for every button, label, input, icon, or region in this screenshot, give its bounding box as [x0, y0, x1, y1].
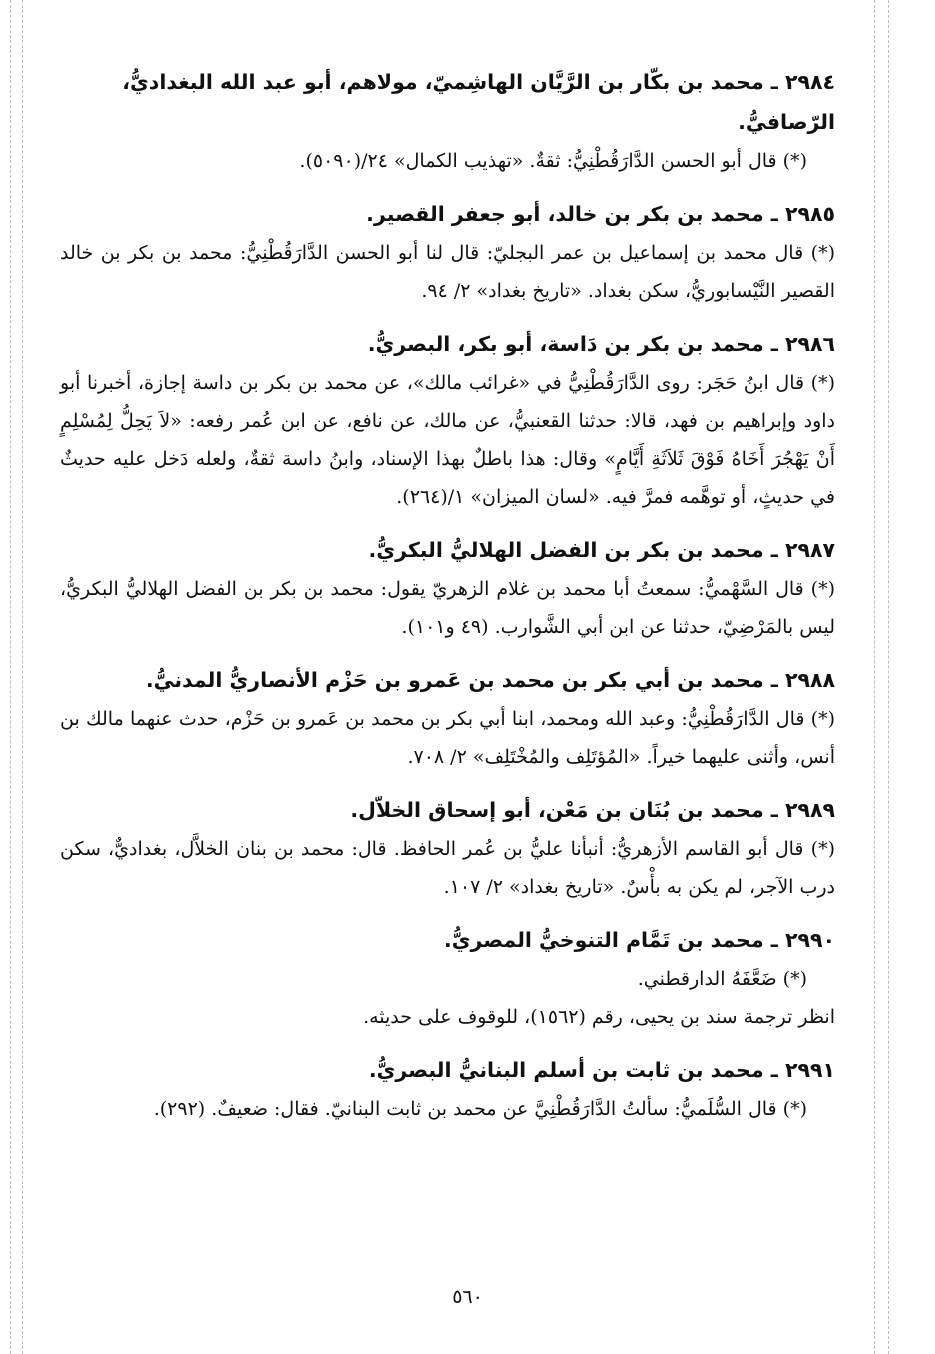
entry-text: (*) ضَعَّفَهُ الدارقطني.: [637, 968, 807, 990]
scan-margin-line: [22, 0, 23, 1354]
entry-text: (*) قال الدَّارَقُطْنِيُّ: وعبد الله ومحمد، ابنا أبي بكر بن محمد بن عَمرو بن حَزْم، حدث عنهما مالك بن أنس، وأثنى عليهما خيراً. «المُؤتَلِف والمُخْتَلِف» ٢/ ٧٠٨.: [60, 708, 835, 768]
entry-heading: ٢٩٨٧ ـ محمد بن بكر بن الفضل الهلاليُّ البكريُّ.: [368, 538, 835, 562]
entry-2984: [60, 62, 835, 180]
scan-margin-line: [888, 0, 889, 1354]
page-content: [60, 62, 835, 1142]
entry-2989: [60, 790, 835, 906]
entry-2985: [60, 194, 835, 310]
entry-text: (*) قال محمد بن إسماعيل بن عمر البجليّ: قال لنا أبو الحسن الدَّارَقُطْنِيُّ: محمد بن بكر بن خالد القصير النَّيْسابوريُّ، سكن بغداد. «تاريخ بغداد» ٢/ ٩٤.: [60, 242, 835, 302]
scan-margin-line: [874, 0, 875, 1354]
entry-2986: [60, 324, 835, 516]
entry-2987: [60, 530, 835, 646]
entry-heading: ٢٩٨٩ ـ محمد بن بُنَان بن مَعْن، أبو إسحاق الخلاّل.: [350, 798, 835, 822]
entry-text: انظر ترجمة سند بن يحيى، رقم (١٥٦٢)، للوقوف على حديثه.: [363, 1006, 835, 1028]
entry-text: (*) قال ابنُ حَجَر: روى الدَّارَقُطْنِيُّ في «غرائب مالك»، عن محمد بن بكر بن داسة إجازة، أخبرنا أبو داود وإبراهيم بن فهد، قالا: حدثنا القعنبيُّ، عن مالك، عن نافع، عن ابن عُمر رفعه: «لاَ يَحِلُّ لِمُسْلِمٍ أَنْ يَهْجُرَ أَخَاهُ فَوْقَ ثَلاَثَةِ أَيَّامٍ» وقال: هذا باطلٌ بهذا الإسناد، وابنُ داسة ثقةٌ، ولعله دَخل عليه حديثٌ في حديثٍ، أو توهَّمه فمرَّ فيه. «لسان الميزان» ١/(٢٦٤).: [60, 372, 835, 508]
entry-text: (*) قال أبو القاسم الأزهريُّ: أنبأنا عليُّ بن عُمر الحافظ. قال: محمد بن بنان الخلاَّل، بغداديٌّ، سكن درب الآجر، لم يكن به بأْسٌ. «تاريخ بغداد» ٢/ ١٠٧.: [60, 838, 835, 898]
entry-2991: [60, 1050, 835, 1128]
entry-heading: ٢٩٩٠ ـ محمد بن تَمَّام التنوخيُّ المصريُّ.: [443, 928, 835, 952]
scan-margin-line: [10, 0, 11, 1354]
entry-text: (*) قال أبو الحسن الدَّارَقُطْنِيُّ: ثقةٌ. «تهذيب الكمال» ٢٤/(٥٠٩٠).: [299, 150, 807, 172]
page-number: ٥٦٠: [452, 1286, 483, 1308]
entry-2988: [60, 660, 835, 776]
entry-heading: ٢٩٨٤ ـ محمد بن بكّار بن الرَّيَّان الهاشِميّ، مولاهم، أبو عبد الله البغداديُّ، الرّصافيُّ.: [122, 70, 835, 134]
entry-text: (*) قال السُّلَميُّ: سألتُ الدَّارَقُطْنِيَّ عن محمد بن ثابت البنانيّ. فقال: ضعيفٌ. (٢٩٢).: [153, 1098, 807, 1120]
entry-heading: ٢٩٨٨ ـ محمد بن أبي بكر بن محمد بن عَمرو بن حَزْم الأنصاريُّ المدنيُّ.: [145, 668, 835, 692]
entry-2990: [60, 920, 835, 1036]
entry-heading: ٢٩٨٥ ـ محمد بن بكر بن خالد، أبو جعفر القصير.: [366, 202, 835, 226]
entry-heading: ٢٩٨٦ ـ محمد بن بكر بن دَاسة، أبو بكر، البصريُّ.: [367, 332, 835, 356]
entry-text: (*) قال السَّهْميُّ: سمعتُ أبا محمد بن غلام الزهريّ يقول: محمد بن بكر بن الفضل الهلاليُّ البكريُّ، ليس بالمَرْضِيّ، حدثنا عن ابن أبي الشَّوارب. (٤٩ و١٠١).: [60, 578, 835, 638]
entry-heading: ٢٩٩١ ـ محمد بن ثابت بن أسلم البنانيُّ البصريُّ.: [368, 1058, 835, 1082]
